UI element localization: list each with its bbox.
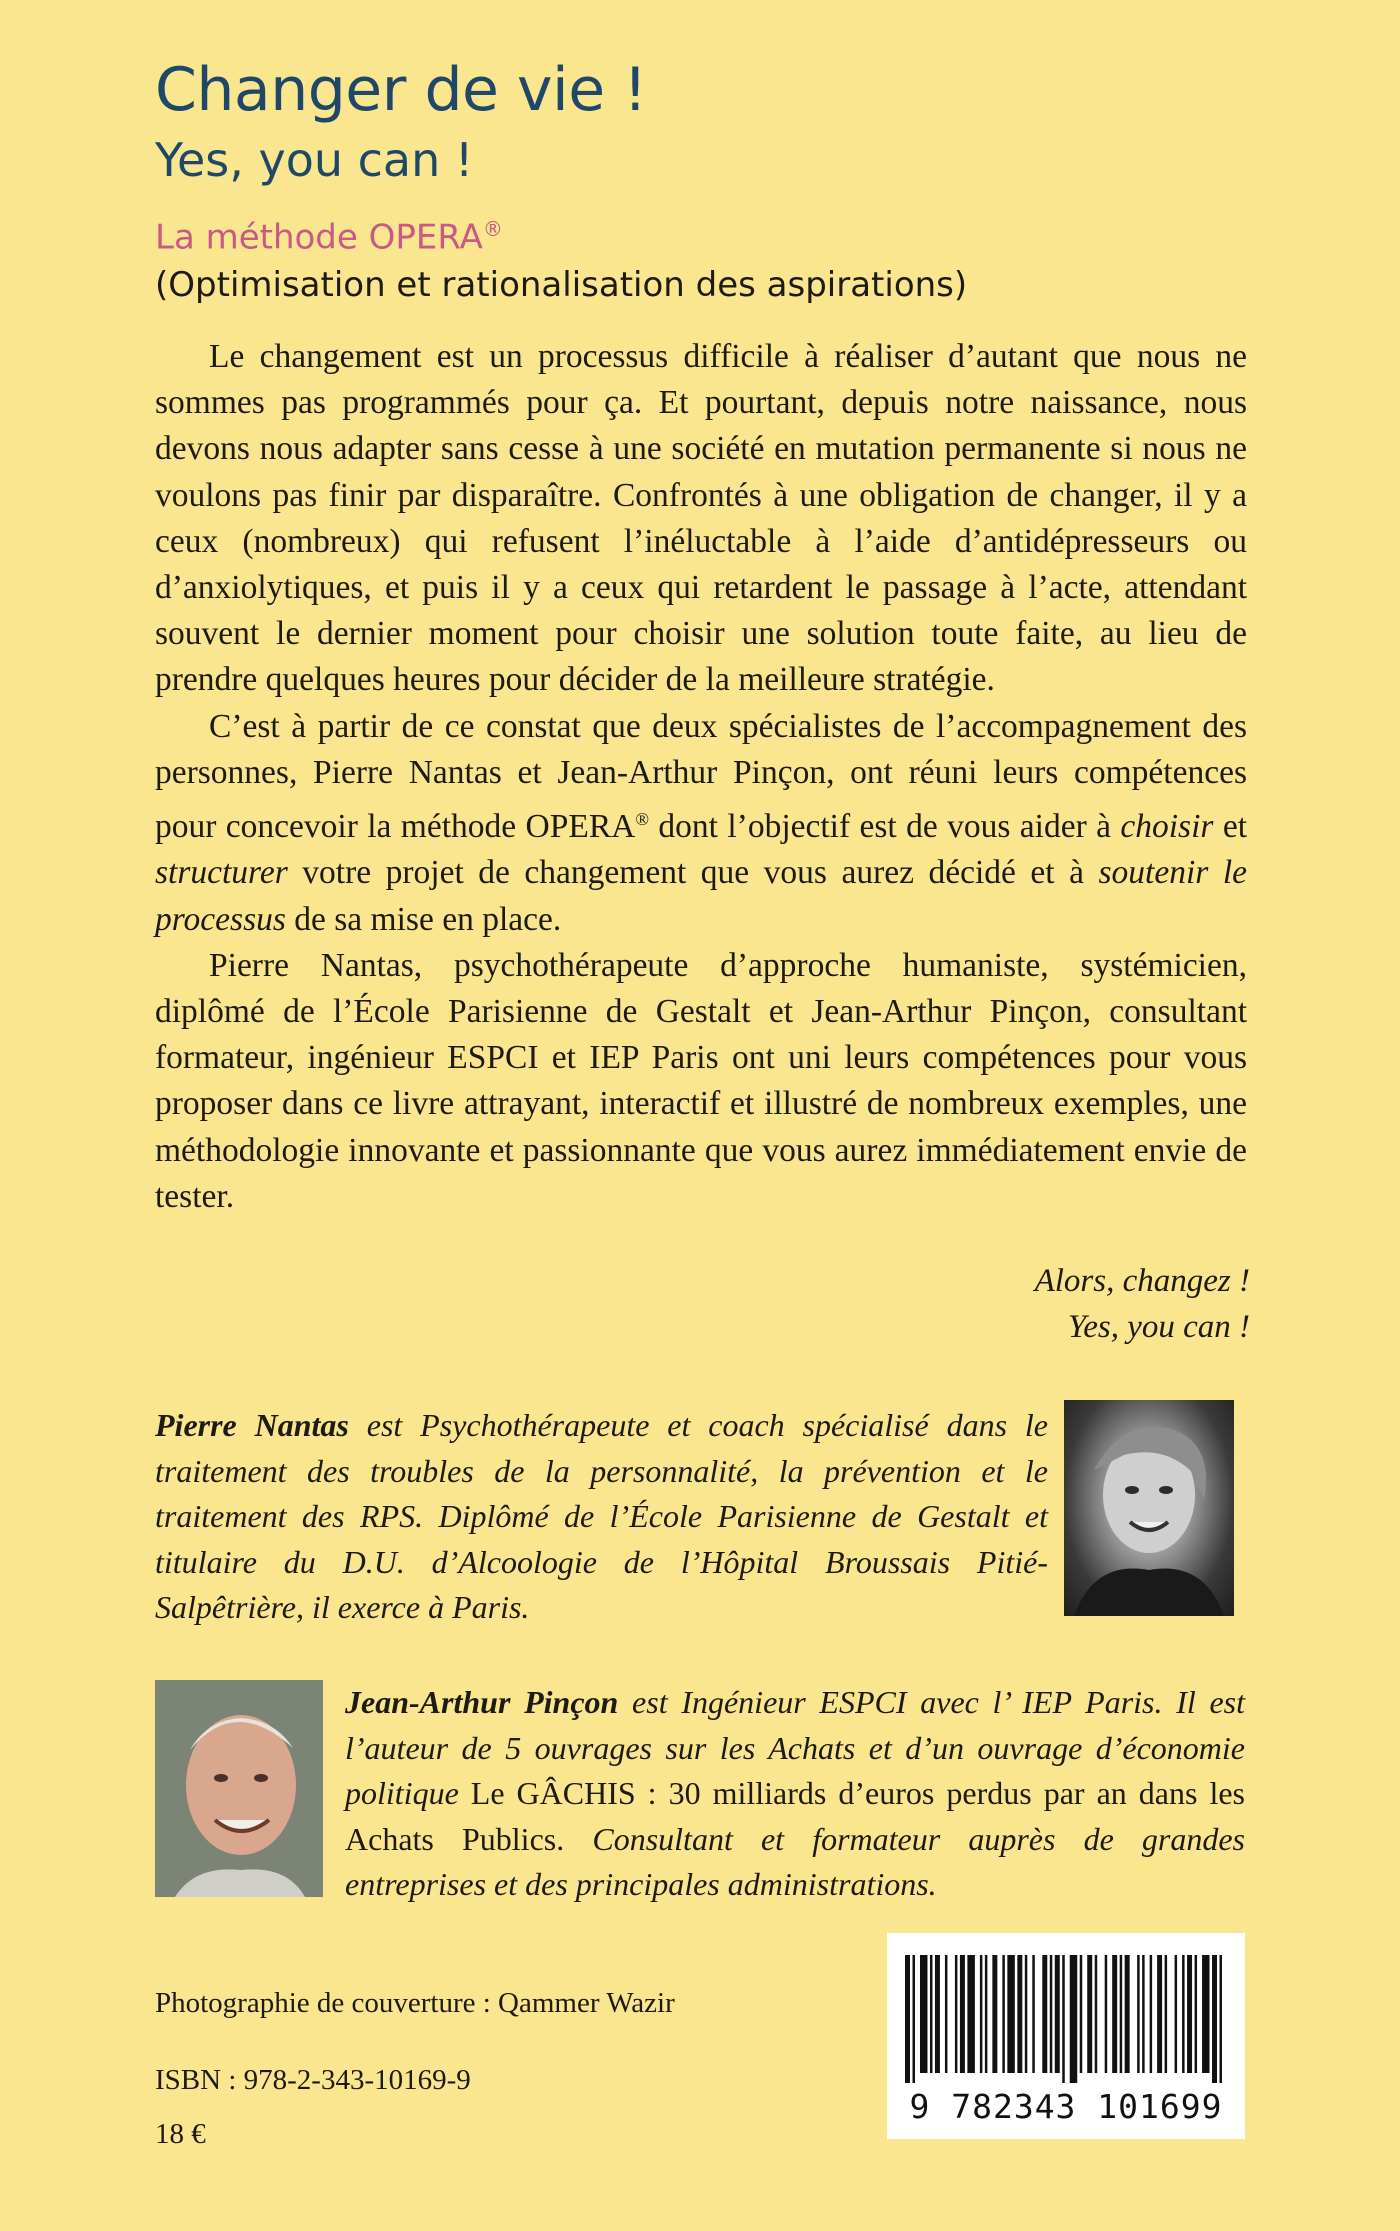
barcode-bar bbox=[1157, 1955, 1162, 2073]
barcode-bar bbox=[1150, 1955, 1153, 2073]
author-bio-text-1: est Psychothérapeute et coach spécialisé dans le traitement des troubles de la personnalité, la prévention et le traitement des RPS. Diplômé de l’École Parisienne de Gestalt et titulaire du D.U. d’Alcoologie de l’Hôpital Broussais Pitié-Salpêtrière, il exerce à Paris. bbox=[155, 1407, 1049, 1625]
p2-registered-mark: ® bbox=[635, 809, 650, 830]
barcode-bar bbox=[1032, 1955, 1035, 2073]
barcode-number: 9 782343 101699 bbox=[909, 2087, 1223, 2126]
barcode-bar bbox=[1212, 1955, 1217, 2083]
author-bio-text-2a: est Ingénieur ESPCI avec l’ IEP Paris. Il est l’auteur de 5 ouvrages sur les Achats et d’un ouvrage d’économie politique bbox=[345, 1684, 1246, 1811]
closing-line-1: Alors, changez ! bbox=[1034, 1263, 1250, 1299]
author-bio-text-2c: Consultant et formateur auprès de grandes entreprises et des principales administrations. bbox=[345, 1820, 1246, 1902]
barcode-bar bbox=[992, 1955, 997, 2073]
author-bio-text-2b: Le GÂCHIS : 30 milliards d’euros perdus par an dans les Achats Publics. bbox=[345, 1775, 1245, 1857]
author-name-1: Pierre Nantas bbox=[155, 1407, 349, 1443]
p2-structurer: structurer bbox=[155, 854, 288, 892]
barcode-bar bbox=[1120, 1955, 1123, 2073]
barcode-bar bbox=[1007, 1955, 1014, 2073]
p2-text-e: de sa mise en place. bbox=[285, 900, 562, 938]
barcode-bar bbox=[1137, 1955, 1140, 2073]
book-subtitle: Yes, you can ! bbox=[155, 133, 474, 187]
barcode-bar bbox=[1062, 1955, 1065, 2083]
barcode-bar bbox=[1195, 1955, 1198, 2073]
book-title: Changer de vie ! bbox=[155, 55, 647, 125]
blurb bbox=[155, 334, 1247, 1220]
closing-lines bbox=[1035, 1258, 1250, 1350]
barcode-bar bbox=[912, 1955, 915, 2083]
barcode-bar bbox=[930, 1955, 933, 2073]
barcode-bar bbox=[980, 1955, 983, 2073]
barcode-bar bbox=[1112, 1955, 1117, 2073]
blurb-paragraph-1: Le changement est un processus difficile à réaliser d’autant que nous ne sommes pas programmés pour ça. Et pourtant, depuis notre naissance, nous devons nous adapter sans cesse à une société en mutation permanente si nous ne voulons pas finir par disparaître. Confrontés à une obligation de changer, il y a ceux (nombreux) qui refusent l’inéluctable à l’aide d’antidépresseurs ou d’anxiolytiques, et puis il y a ceux qui retardent le passage à l’acte, attendant souvent le dernier moment pour choisir une solution toute faite, au lieu de prendre quelques heures pour décider de la meilleure stratégie. bbox=[155, 338, 1247, 699]
barcode-bar bbox=[905, 1955, 910, 2083]
p2-text-a: C’est à partir de ce constat que deux spécialistes de l’accompagnement des personnes, Pierre Nantas et Jean-Arthur Pinçon, ont réuni leurs compétences pour concevoir la méthode OPERA bbox=[155, 707, 1247, 846]
barcode-bar bbox=[1050, 1955, 1053, 2073]
registered-mark: ® bbox=[482, 217, 503, 241]
method-name bbox=[155, 206, 503, 260]
barcode-bar bbox=[945, 1955, 948, 2073]
barcode-bar bbox=[920, 1955, 927, 2073]
method-name-text: La méthode OPERA bbox=[155, 217, 483, 258]
barcode-bar bbox=[1142, 1955, 1145, 2073]
barcode-bar bbox=[1055, 1955, 1060, 2073]
author-name-2: Jean-Arthur Pinçon bbox=[345, 1684, 619, 1720]
barcode-bar bbox=[1042, 1955, 1047, 2073]
barcode-bar bbox=[967, 1955, 974, 2073]
isbn: ISBN : 978-2-343-10169-9 bbox=[155, 2064, 471, 2096]
barcode-bar bbox=[1017, 1955, 1022, 2073]
barcode-bar bbox=[960, 1955, 965, 2073]
blurb-paragraph-3: Pierre Nantas, psychothérapeute d’approche humaniste, systémicien, diplômé de l’École Parisienne de Gestalt et Jean-Arthur Pinçon, consultant formateur, ingénieur ESPCI et IEP Paris ont uni leurs compétences pour vous proposer dans ce livre attrayant, interactif et illustré de nombreux exemples, une méthodologie innovante et passionnante que vous aurez immédiatement envie de tester. bbox=[155, 946, 1247, 1215]
barcode-bar bbox=[1175, 1955, 1178, 2073]
p2-text-b: dont l’objectif est de vous aider à bbox=[649, 808, 1121, 846]
blurb-paragraph-2 bbox=[155, 704, 1247, 943]
barcode-bar bbox=[1105, 1955, 1108, 2073]
barcode-bar bbox=[955, 1955, 958, 2073]
photo-credit: Photographie de couverture : Qammer Wazir bbox=[155, 1987, 675, 2019]
barcode-bar bbox=[1125, 1955, 1130, 2073]
barcode-bar bbox=[1080, 1955, 1083, 2073]
barcode-bar bbox=[1095, 1955, 1098, 2073]
barcode-bar bbox=[1025, 1955, 1028, 2073]
author-bio-jean-arthur-pincon bbox=[345, 1680, 1245, 1908]
barcode-bar bbox=[1087, 1955, 1092, 2073]
p2-choisir: choisir bbox=[1120, 808, 1214, 846]
author-bio-pierre-nantas bbox=[155, 1403, 1048, 1631]
barcode-bar bbox=[1182, 1955, 1185, 2073]
barcode-bars bbox=[905, 1955, 1227, 2083]
p2-soutenir: soutenir le processus bbox=[155, 854, 1247, 938]
barcode-bar bbox=[1165, 1955, 1168, 2073]
p2-text-d: votre projet de changement que vous aurez décidé et à bbox=[287, 854, 1099, 892]
closing-line-2: Yes, you can ! bbox=[1067, 1309, 1250, 1345]
barcode-bar bbox=[1220, 1955, 1223, 2083]
price: 18 € bbox=[155, 2118, 206, 2150]
barcode bbox=[887, 1933, 1245, 2139]
barcode-bar bbox=[1002, 1955, 1005, 2073]
barcode-bar bbox=[985, 1955, 988, 2073]
barcode-bar bbox=[1202, 1955, 1209, 2073]
author-photo-pierre-nantas bbox=[1064, 1400, 1234, 1616]
method-expansion: (Optimisation et rationalisation des aspirations) bbox=[155, 265, 968, 305]
p2-text-c: et bbox=[1213, 808, 1247, 846]
barcode-bar bbox=[935, 1955, 940, 2073]
barcode-bar bbox=[1187, 1955, 1192, 2073]
barcode-bar bbox=[1070, 1955, 1077, 2083]
author-photo-jean-arthur-pincon bbox=[155, 1680, 323, 1897]
